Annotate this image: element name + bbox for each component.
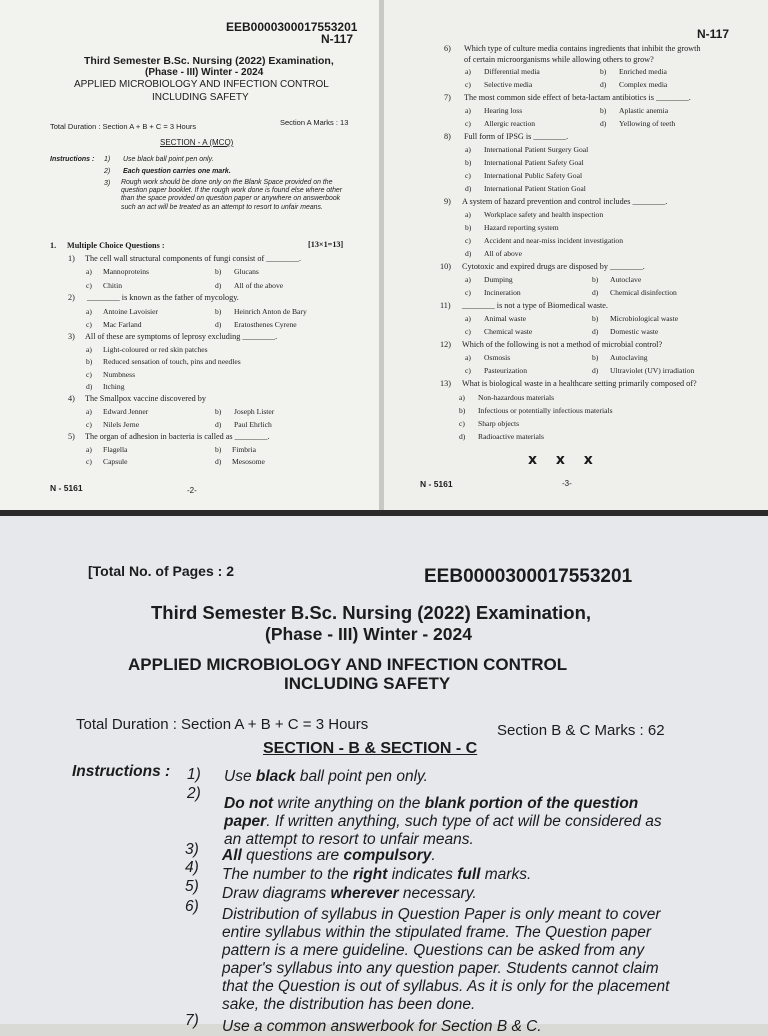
question-text: Which of the following is not a method of microbial control? (462, 340, 663, 349)
instruction-num: 6) (185, 898, 199, 915)
question-number: 10) (440, 262, 451, 271)
option-b: Autoclave (610, 275, 642, 284)
instruction-num: 2) (104, 168, 111, 175)
option-a: Workplace safety and health inspection (484, 210, 604, 219)
subject-title-line1: APPLIED MICROBIOLOGY AND INFECTION CONTROL (74, 79, 329, 90)
instruction-1: Use black ball point pen only. (224, 768, 428, 785)
option-a: Flagella (103, 445, 128, 454)
option-c: Selective media (484, 80, 533, 89)
option-a: International Patient Surgery Goal (484, 145, 589, 154)
page-number: -2- (187, 486, 197, 495)
question-number: 4) (68, 394, 75, 403)
instruction-num: 2) (187, 785, 201, 802)
question-number: 7) (444, 93, 451, 102)
option-b: Enriched media (619, 67, 667, 76)
exam-title: Third Semester B.Sc. Nursing (2022) Examination, (151, 602, 592, 623)
option-d: All of above (484, 249, 522, 258)
exam-title: Third Semester B.Sc. Nursing (2022) Examination, (84, 55, 334, 67)
question-page-1 (0, 516, 768, 1035)
option-d: Complex media (619, 80, 668, 89)
question-number: 8) (444, 132, 451, 141)
question-text: The Smallpox vaccine discovered by (85, 394, 206, 403)
instruction-text: Each question carries one mark. (123, 168, 231, 175)
option-d: Eratosthenes Cyrene (234, 320, 297, 329)
question-number: 12) (440, 340, 451, 349)
instruction-num: 3) (104, 180, 111, 187)
option-c: Mac Farland (103, 320, 142, 329)
question-number: 2) (68, 293, 75, 302)
question-text: Full form of IPSG is ________. (464, 132, 569, 141)
option-a: Differential media (484, 67, 540, 76)
option-a: Light-coloured or red skin patches (103, 345, 208, 354)
option-d: Mesosome (232, 457, 265, 466)
instruction-5: Draw diagrams wherever necessary. (222, 885, 477, 902)
instruction-6: Distribution of syllabus in Question Paper is only meant to cover entire syllabus within the stipulated frame. The Question paper pattern is a mere guideline. Questions can be asked from any paper's syllabus into any question paper. Students cannot claim that the Question is out of syllabus. As it is only for the placement sake, the distribution has been done. (222, 906, 670, 1013)
exam-phase: (Phase - III) Winter - 2024 (265, 624, 472, 644)
footer-code: N - 5161 (420, 479, 453, 489)
subject-title-line1: APPLIED MICROBIOLOGY AND INFECTION CONTROL (128, 655, 568, 674)
question-page-2: EEB0000300017553201 N-117 Third Semester B.Sc. Nursing (2022) Examination, (Phase - III) Winter - 2024 APPLIED MICROBIOLOGY AND INFECTION CONTROL INCLUDING SAFETY Total Duration : Section A + B + C = 3 Hours Section A Marks : 13 SECTION - A (MCQ) Instructions : 1) Use black ball point pen only. 2) Each question carries one mark. 3) Rough work should be done only on the Blank Space provided on the question paper booklet. If the rough work done is found else where other than the space provided on question paper or anywhere on answerbook such an act will be treated as an attempt to resort to unfair means. 1. Multiple Choice Questions : [13×1=13] 1) The cell wall structural components of fungi consist of ________. a) Mannoproteins b) Glucans c) Chitin d) All of the above 2) ________ is known as the father of mycology. a) Antoine Lavoisier b) Heinrich Anton de Bary c) Mac Farland d) Eratosthenes Cyrene 3) All of these are symptoms of leprosy excluding ________. a) Light-coloured or red skin patches b) Reduced sensation of touch, pins and needles c) Numbness d) Itching 4) The Smallpox vaccine discovered by a) Edward Jenner b) Joseph Lister c) Nilels Jerne d) Paul Ehrlich 5) The organ of adhesion in bacteria is called as ________. a) Flagella b) Fimbria c) Capsule d) Mesosome N - 5161 -2- (0, 0, 380, 510)
question-number: 6) (444, 44, 451, 53)
option-c: Incineration (484, 288, 521, 297)
option-d: Domestic waste (610, 327, 659, 336)
option-b: Glucans (234, 267, 259, 276)
section-heading: SECTION - B & SECTION - C (263, 740, 478, 757)
option-d: Paul Ehrlich (234, 420, 272, 429)
question-text: The cell wall structural components of fungi consist of ________. (85, 254, 302, 263)
option-a: Mannoproteins (103, 267, 149, 276)
option-c: Capsule (103, 457, 128, 466)
option-d: Yellowing of teeth (619, 119, 676, 128)
instructions-label: Instructions : (72, 763, 171, 780)
instruction-2: Do not write anything on the blank portion of the question paper. If written anything, such type of act will be considered as an attempt to resort to unfair means. (224, 795, 662, 848)
section-marks: Section A Marks : 13 (280, 118, 349, 127)
option-b: Aplastic anemia (619, 106, 669, 115)
exam-phase: (Phase - III) Winter - 2024 (145, 67, 264, 78)
instruction-3: All questions are compulsory. (222, 847, 436, 864)
paper-code: EEB0000300017553201 (424, 566, 633, 587)
question-text: Which type of culture media contains ingredients that inhibit the growth (464, 44, 701, 53)
question-page-3: N-117 6) Which type of culture media contains ingredients that inhibit the growth of certain microorganisms while allowing others to grow? a) Differential media b) Enriched media c) Selective media d) Complex media 7) The most common side effect of beta-lactam antibiotics is ________. a) Hearing loss b) Aplastic anemia c) Allergic reaction d) Yellowing of teeth 8) Full form of IPSG is ________. a) International Patient Surgery Goal b) International Patient Safety Goal c) International Public Safety Goal d) International Patient Station Goal 9) A system of hazard prevention and control includes ________. a) Workplace safety and health inspection b) Hazard reporting system c) Accident and near-miss incident investigation d) All of above 10) Cytotoxic and expired drugs are disposed by ________. a) Dumping b) Autoclave c) Incineration d) Chemical disinfection 11) ________ is not a type of Biomedical waste. a) Animal waste b) Microbiological waste c) Chemical waste d) Domestic waste 12) Which of the following is not a method of microbial control? a) Osmosis b) Autoclaving c) Pasteurization d) Ultraviolet (UV) irradiation 13) What is biological waste in a healthcare setting primarily composed of? a) Non-hazardous materials b) Infectious or potentially infectious materials c) Sharp objects d) Radioactive materials x x x N - 5161 -3- (384, 0, 768, 510)
option-b: Hazard reporting system (484, 223, 559, 232)
paper-code: EEB0000300017553201 (226, 20, 358, 34)
option-d: Radioactive materials (478, 432, 544, 441)
option-a: Animal waste (484, 314, 526, 323)
option-d: Ultraviolet (UV) irradiation (610, 366, 695, 375)
option-c: Nilels Jerne (103, 420, 140, 429)
option-d: All of the above (234, 281, 284, 290)
series-number: N-117 (697, 27, 730, 41)
option-c: International Public Safety Goal (484, 171, 583, 180)
instruction-text: Rough work should be done only on the Blank Space provided on the question paper booklet. If the rough work done is found else where other than the space provided on question paper or anywhere on answerbook such an act will be treated as an attempt to resort to unfair means. (121, 179, 343, 211)
end-of-paper-marks: x x x (528, 452, 593, 468)
instruction-4: The number to the right indicates full marks. (222, 866, 532, 883)
option-c: Chemical waste (484, 327, 533, 336)
series-number: N-117 (321, 32, 354, 46)
mcq-marks: [13×1=13] (308, 240, 344, 249)
option-b: Joseph Lister (234, 407, 275, 416)
mcq-heading: Multiple Choice Questions : (67, 241, 165, 250)
option-c: Allergic reaction (484, 119, 536, 128)
question-number: 11) (440, 301, 451, 310)
total-pages: [Total No. of Pages : 2 (88, 563, 234, 579)
page-number: -3- (562, 479, 572, 488)
question-text: Cytotoxic and expired drugs are disposed by ________. (462, 262, 645, 271)
subject-title-line2: INCLUDING SAFETY (152, 92, 249, 103)
option-c: Sharp objects (478, 419, 520, 428)
option-b: Reduced sensation of touch, pins and needles (103, 357, 241, 366)
total-duration: Total Duration : Section A + B + C = 3 Hours (76, 716, 369, 733)
option-b: Heinrich Anton de Bary (234, 307, 307, 316)
option-a: Antoine Lavoisier (103, 307, 159, 316)
question-text: ________ is known as the father of mycology. (87, 293, 239, 302)
question-text: ________ is not a type of Biomedical waste. (462, 301, 608, 310)
option-a: Dumping (484, 275, 513, 284)
question-number: 13) (440, 379, 451, 388)
option-c: Numbness (103, 370, 136, 379)
instruction-num: 5) (185, 878, 199, 895)
question-text: What is biological waste in a healthcare setting primarily composed of? (462, 379, 697, 388)
option-c: Chitin (103, 281, 122, 290)
instruction-num: 1) (187, 766, 201, 783)
section-heading: SECTION - A (MCQ) (160, 138, 234, 147)
option-b: Microbiological waste (610, 314, 679, 323)
question-number: 3) (68, 332, 75, 341)
instruction-num: 4) (185, 859, 199, 876)
section-marks: Section B & C Marks : 62 (497, 722, 665, 739)
option-b: Fimbria (232, 445, 257, 454)
instruction-num: 1) (104, 156, 111, 163)
option-b: Autoclaving (610, 353, 648, 362)
option-c: Pasteurization (484, 366, 528, 375)
option-b: Infectious or potentially infectious materials (478, 406, 613, 415)
option-b: International Patient Safety Goal (484, 158, 584, 167)
question-number: 1) (68, 254, 75, 263)
subject-title-line2: INCLUDING SAFETY (284, 674, 451, 693)
question-number: 9) (444, 197, 451, 206)
option-d: International Patient Station Goal (484, 184, 586, 193)
instructions-label: Instructions : (50, 156, 95, 163)
instruction-text: Use black ball point pen only. (123, 156, 214, 163)
option-a: Hearing loss (484, 106, 523, 115)
instruction-num: 7) (185, 1012, 199, 1029)
instruction-num: 3) (185, 841, 199, 858)
option-a: Edward Jenner (103, 407, 149, 416)
total-duration: Total Duration : Section A + B + C = 3 Hours (50, 122, 197, 131)
option-d: Chemical disinfection (610, 288, 677, 297)
option-a: Osmosis (484, 353, 511, 362)
instruction-7: Use a common answerbook for Section B & C. (222, 1018, 542, 1035)
question-text-cont: of certain microorganisms while allowing others to grow? (464, 55, 654, 64)
question-number: 5) (68, 432, 75, 441)
question-text: The organ of adhesion in bacteria is called as ________. (85, 432, 270, 441)
option-c: Accident and near-miss incident investigation (484, 236, 624, 245)
footer-code: N - 5161 (50, 483, 83, 493)
question-text: The most common side effect of beta-lactam antibiotics is ________. (464, 93, 691, 102)
question-text: A system of hazard prevention and control includes ________. (462, 197, 668, 206)
question-group-number: 1. (50, 241, 57, 250)
option-d: Itching (103, 382, 125, 391)
option-a: Non-hazardous materials (478, 393, 555, 402)
question-text: All of these are symptoms of leprosy excluding ________. (85, 332, 278, 341)
